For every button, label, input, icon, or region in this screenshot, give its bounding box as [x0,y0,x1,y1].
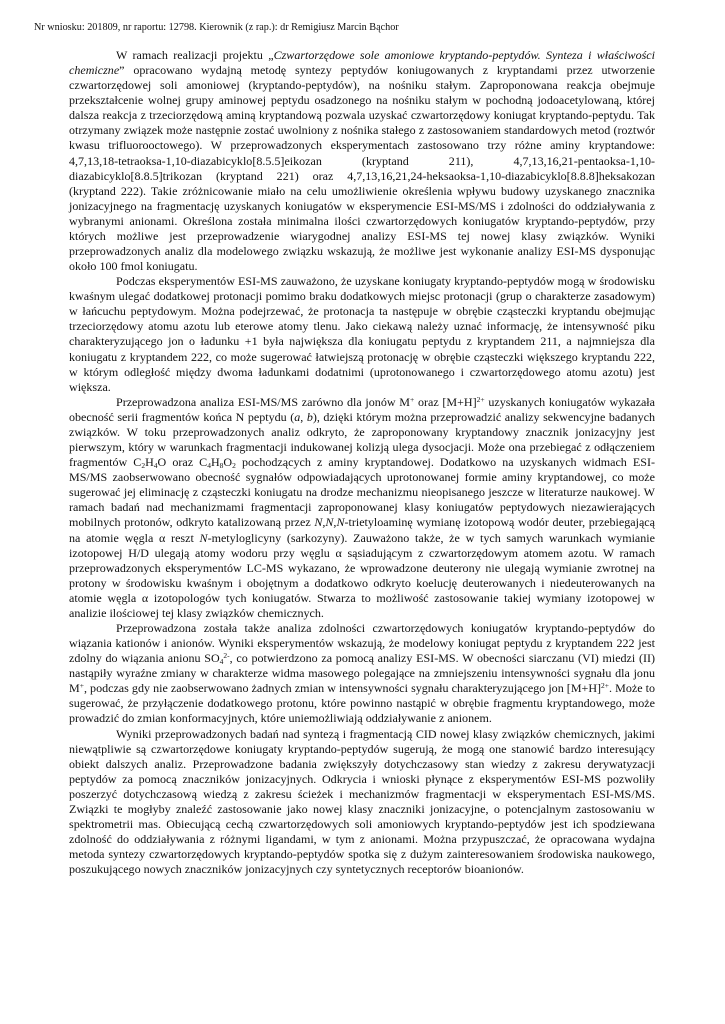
formula-subscript: 4 [207,461,211,471]
formula-subscript: 2 [141,461,146,471]
p3-text-k: -metyloglicyny (sarkozyny). Zauważono także, że w tych samych warunkach wymianie izotopowej H/D ulegają atomy wodoru przy węglu α sąsiadującym z czwartorzędowym atomem azotu. W ramach przeprowadzonych eksperymentów LC-MS wykazano, że wprowadzone deuterony nie ulegają wymianie zwrotnej na protony w środowisku kwaśnym i obojętnym a dodatkowo odkryto koelucję deuterowanych i niedeuterowanych na atomie węgla α izotopologów tych koniugatów. Stwarza to możliwość zastosowanie takiej wymiany izotopowej w analizie ilościowej tej klasy związków chemicznych. [69,530,655,620]
p5-body: Wyniki przeprowadzonych badań nad syntezą i fragmentacją CID nowej klasy związków chemicznych, jakimi niewątpliwie są czwartorzędowe koniugaty kryptando-peptydów sugerują, że mogą one stanowić bardzo interesujący obiekt dalszych analiz. Przeprowadzone badania zwiększyły dotychczasowy stan wiedzy z zakresu derywatyzacji peptydów za pomocą znaczników jonizacyjnych. Odkrycia i wnioski płynące z eksperymentów ESI-MS pozwoliły poszerzyć dotychczasową wiedzą z zakresu ścieżek i mechanizmów fragmentacji w eksperymentach ESI-MS/MS. Związki te mogłyby znaleźć zastosowanie jako nowej klasy znaczniki jonizacyjne, o potencjalnym zastosowaniu w spektrometrii mas. Obiecującą cechą czwartorzędowych soli amoniowych kryptando-peptydów jest ich spodziewana zdolność do oddziaływania z różnymi ligandami, w tym z anionami. Można przypuszczać, że opracowana wydajna metoda syntezy czwartorzędowych kryptando-peptydów spotka się z dużym zainteresowaniem środowiska naukowego, poszukującego nowych znaczników jonizacyjnych czy syntetycznych receptorów bioanionów. [69,726,655,877]
p3-text-f: O oraz C [157,455,208,470]
p3-text-i: pochodzących z aminy kryptandowej. Dodatkowo na uzyskanych widmach ESI-MS/MS zaobserwowano obecność sygnałów odpowiadających uprotonowanej formie aminy kryptandowej, co może sugerować jej eliminację z cząsteczki koniugatu na drodze mechanizmu nieopisanego jeszcze w literaturze naukowej. W ramach badań nad mechanizmami fragmentacji zaproponowanej klasy koniugatów peptydowych niezawierających mobilnych protonów, odkryto katalizowaną przez [69,455,655,530]
ion-series-b: b [306,409,313,424]
p3-text-h: O [223,455,233,470]
p4-text-b: , co potwierdzono za pomocą analizy ESI-MS. W obecności siarczanu (VI) miedzi (II) nastąpiły wyraźne zmiany w charakterze widma masowego polegające na zmniejszeniu intensywności sygnału dla jonu M [69,651,656,696]
paragraph-synthesis [69,48,655,274]
formula-subscript: 8 [219,461,224,471]
charge-superscript: + [409,394,415,404]
p3-text-d: ), dzięki którym można przeprowadzić analizy sekwencyjne badanych związków. W toku przeprowadzonych analiz odkryto, że zaproponowany kryptandowy znacznik jonizacyjny jest pierwszym, który w warunkach fragmentacji indukowanej kolizją ulega dysocjacji. Może ona przebiegać z odłączeniem fragmentów C [69,409,655,470]
formula-subscript: 4 [153,461,158,471]
charge-superscript: + [79,681,84,691]
paragraph-conclusions [69,727,655,878]
p4-text-a: Przeprowadzona została także analiza zdolności czwartorzędowych koniugatów kryptando-peptydów do wiązania kationów i anionów. Wyniki eksperymentów wskazują, że modelowy koniugat peptydu z kryptandem 222 jest zdolny do wiązania anionu SO [69,620,655,666]
charge-superscript: 2+ [601,681,610,691]
italic-n: N [199,530,208,545]
p3-text-g: H [210,455,220,470]
p3-text-e: H [145,455,154,470]
p3-text-a: Przeprowadzona analiza ESI-MS/MS zarówno dla jonów M [116,394,410,409]
paragraph-protonation [69,274,655,395]
p3-text-b: oraz [M+H] [414,394,477,409]
p1-intro: W ramach realizacji projektu „ [116,48,274,62]
ion-series-a: a [294,409,301,424]
p4-text-d: . Może to sugerować, że przyłączenie dodatkowego protonu, które powinno nastąpić w obrębie fragmentu kryptandowego, może prowadzić do zmian konformacyjnych, które uniemożliwiają oddziaływanie z anionem. [69,681,655,726]
charge-superscript: 2+ [476,394,485,404]
formula-subscript: 2 [232,461,236,471]
charge-superscript: 2- [223,651,230,661]
p4-text-c: , podczas gdy nie zaobserwowano żadnych zmian w intensywności sygnału charakteryzującego jon [M+H] [83,681,602,696]
project-title: Czwartorzędowe sole amoniowe kryptando-peptydów. Synteza i właściwości chemiczne [69,48,655,78]
p3-comma: , [300,409,307,424]
page-header: Nr wniosku: 201809, nr raportu: 12798. Kierownik (z rap.): dr Remigiusz Marcin Bąchor [34,22,399,33]
p3-text-j: -trietyloaminę wymianę izotopową wodór deuter, przebiegającą na atomie węgla α reszt [69,515,655,545]
paragraph-fragmentation [69,395,655,621]
italic-nnn: N,N,N [314,515,345,530]
report-body [69,48,655,877]
formula-subscript: 4 [219,657,224,667]
paragraph-anion-binding [69,621,655,727]
p2-body: Podczas eksperymentów ESI-MS zauważono, że uzyskane koniugaty kryptando-peptydów mogą w środowisku kwaśnym ulegać dodatkowej protonacji pomimo braku dodatkowych miejsc protonacji (grup o charakterze zasadowym) w łańcuchu peptydowym. Można podejrzewać, że protonacja ta następuje w obrębie cząsteczki kryptandu obejmując trzeciorzędowy atomu azotu lub eterowe atomy tlenu. Jako ciekawą należy uznać informację, że intensywność piku charakteryzującego jon o ładunku +1 była największa dla koniugatu peptydu z kryptandem 211, a najmniejsza dla koniugatu z kryptandem 222, co może sugerować łatwiejszą protonację w obrębie cząsteczki większego kryptandu 222, w którym odległość między dwoma ładunkami dodatnimi (uprotonowanego i czwartorzędowego atomu azotu) jest większa. [69,274,655,394]
p1-body: ” opracowano wydajną metodę syntezy peptydów koniugowanych z kryptandami przez utworzenie czwartorzędowej soli amoniowej (kryptando-peptydów), na nośniku stałym. Zaproponowana reakcja obejmuje przekształcenie wolnej grupy aminowej peptydu osadzonego na nośniku stałym w pochodną jodoacetylowaną, której dalsza reakcja z trzeciorzędową aminą kryptandową pozwala uzyskać czwartorzędowy koniugat kryptando-peptydu. Tak otrzymany związek może następnie zostać uwolniony z nośnika stałego z zastosowaniem standardowych metod (roztwór kwasu trifluorooctowego). W przeprowadzonych eksperymentach zastosowano trzy różne aminy kryptandowe: 4,7,13,18-tetraoksa-1,10-diazabicyklo[8.5.5]eikozan (kryptand 211), 4,7,13,16,21-pentaoksa-1,10-diazabicyklo[8.8.5]trikozan (kryptand 221) oraz 4,7,13,16,21,24-heksaoksa-1,10-diazabicyklo[8.8.8]heksakozan (kryptand 222). Takie zróżnicowanie miało na celu umożliwienie określenia wpływu budowy uzyskanego znacznika jonizacyjnego na fragmentację uzyskanych koniugatów w eksperymencie ESI-MS/MS i zdolności do oddziaływania z wybranymi anionami. Określona została minimalna ilości czwartorzędowych koniugatów kryptando-peptydów, przy których możliwe jest przeprowadzenie wiarygodnej analizy ESI-MS tej nowej klasy związków. Wyniki przeprowadzonych analiz dla modelowego związku wskazują, że możliwe jest wykonanie analizy ESI-MS dysponując około 100 fmol koniugatu. [69,63,655,274]
p3-text-c: uzyskanych koniugatów wykazała obecność serii fragmentów końca N peptydu ( [69,394,655,424]
